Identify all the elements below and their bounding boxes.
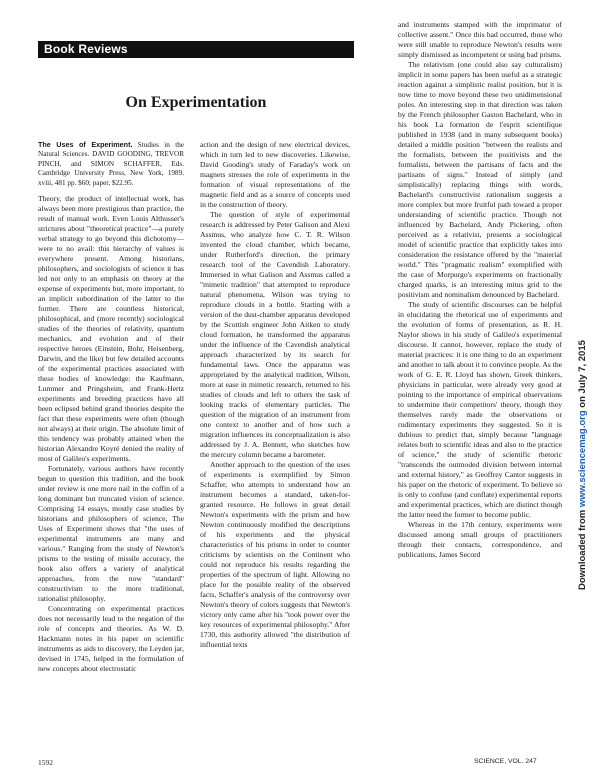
paragraph: Another approach to the question of the uses of experiments is exemplified by Simon Schaffer, who attempts to understand how an instrument becomes a standard, taken-for-granted resource. He follows in great detail Newton's experiments with the prism and how Newton continuously modified the descriptions of his experiments and the physical characteristics of his prisms in order to counter criticisms by scientists on the Continent who could not reproduce his results regarding the properties of the spectrum of light. Allowing no place for the possible reality of the observed facts, Schaffer's analysis of the controversy over Newton's theory of colors suggests that Newton's victory only came after his "took power over the key resources of experimental philosophy." After 1730, this authority allowed "the distribution of influential texts (200, 460, 350, 649)
download-suffix: on July 7, 2015 (577, 340, 588, 411)
download-prefix: Downloaded from (577, 507, 588, 590)
paragraph: Fortunately, various authors have recently begun to question this tradition, and the book under review is one more nail in the coffin of a long dominant but truncated vision of science. Comprising 14 essays, mostly case studies by historians and philosophers of science, The Uses of Experiment shows that "the uses of experimental instruments are many and various." Ranging from the study of Newton's prisms to the testing of missile accuracy, the book also offers a variety of analytical approaches, from the now "standard" constructivism to the more traditional, rationalist philosophy. (38, 464, 184, 604)
paragraph: The question of style of experimental research is addressed by Peter Galison and Alexi Assmus, who analyze how C. T. R. Wilson invented the cloud chamber, which became, under Rutherford's direction, the primary research tool of the Cavendish Laboratory. Immersed in what Galison and Assmus called a "mimetic tradition" that attempted to reproduce natural phenomena, Wilson was trying to reproduce clouds in a bottle. Starting with a version of the dust-chamber apparatus developed by the Scottish engineer John Aitken to study cloud formation, he transformed the apparatus under the influence of the Cavendish analytical approach characterized by its search for fundamental laws. Once the apparatus was appropriated by the analytical tradition, Wilson, more at ease in mimetic research, returned to his studies of clouds and left to others the task of looking tracks of elementary particles. The question of the migration of an instrument from one context to another and of how such a migration influences its conceptualization is also addressed by J. A. Bennett, who sketches how the mercury column became a barometer. (200, 210, 350, 459)
column-3 (398, 20, 562, 748)
book-citation (38, 140, 184, 188)
page-number: 1592 (38, 758, 53, 767)
paragraph: Concentrating on experimental practices does not necessarily lead to the negation of the role of concepts and theories. As W. D. Hackmann notes in his paper on scientific instruments as aids to discovery, the Leyden jar, devised in 1745, helped in the formulation of new concepts about electrostatic (38, 604, 184, 674)
journal-volume: SCIENCE, VOL. 247 (474, 758, 537, 765)
paragraph: The relativism (one could also say culturalism) implicit in some papers has been useful as a strategic reaction against a simplistic realist position, but it is now time to move beyond these two unidimensional poles. An interesting step in that direction was taken by the French philosopher Gaston Bachelard, who in his book La formation de l'esprit scientifique published in 1938 (and in many subsequent books) detailed a middle position "between the realists and the formalists, between the positivists and the formalists, between the partisans of facts and the partisans of signs." Instead of simply (and simplistically) replacing things with words, Bachelard's constructivist rationalism suggests a more complex but more fruitful path toward a proper understanding of scientific practice. Though not influenced by Bachelard, Andy Pickering, often perceived as a relativist, presents a sociological model of scientific practice that explicitly takes into consideration the resistance offered by the "material world." This "pragmatic realism" exemplified with the case of Morpurgo's experiments on fractionally charged quarks, is an interesting mitus grid to the positivism and nominalism denounced by Bachelard. (398, 60, 562, 299)
column-2 (200, 140, 350, 748)
paragraph: and instruments stamped with the imprimatur of collective assent." Once this had occurred, those who were still unable to reproduce Newton's results were simply dismissed as incompetent or using bad prisms. (398, 20, 562, 59)
paragraph: Theory, the product of intellectual work, has always been more prestigious than practice, the result of manual work. Even Louis Althusser's strictures about "theoretical practice"—a purely verbal strategy to go beyond this dichotomy—were to no avail: this hierarchy of values is everywhere present. Among historians, philosophers, and sociologists of science it has led not only to an emphasis on theory at the expense of experiments but, more important, to an implicit subordination of the latter to the former. There are countless historical, philosophical, and (more recently) sociological studies of the theories of relativity, quantum mechanics, and evolution and of their respective heroes (Einstein, Bohr, Heisenberg, Darwin, and the like) but few detailed accounts of the experimental practices associated with these bodies of knowledge: the Kaufmann, Lummer and Pringsheim, and Frank-Hertz experiments and breeding practices have all been eclipsed behind grand theories despite the fact that these experiments were often (though not always) at their origin. The absolute limit of this tendency was probably attained when the historian Alexandre Koyré denied the reality of most of Galileo's experiments. (38, 194, 184, 464)
book-title: The Uses of Experiment. (38, 140, 133, 149)
paragraph: action and the design of new electrical devices, which in turn led to new discoveries. Likewise, David Gooding's study of Faraday's work on magnets stresses the role of experiments in the formation of visual representations of the magnetic field and as a source of concepts used in the construction of theory. (200, 140, 350, 209)
paragraph: Whereas in the 17th century, experiments were discussed among small groups of practitioners through their contacts, correspondence, and publications, James Secord (398, 520, 562, 559)
paragraph: The study of scientific discourses can be helpful in elucidating the rhetorical use of experiments and the evolution of forms of presentation, as R. H. Naylor shows in his study of Galileo's experimental discourse. It cannot, however, replace the study of material practices: it is one thing to do an experiment and another to talk about it to convince people. As the work of G. E. R. Lloyd has shown, Greek thinkers, physicians in particular, were already very good at pointing to the importance of empirical observations to undermine their competitors' theory, though they themselves rarely made the observations or rudimentary experiments they suggested. So it is dubious to predict that, simply because "language relates both to scientific ideas and also to the practice of science," the study of scientific rhetoric "transcends the outmoded division between internal and external history," as Geoffrey Cantor suggests in his paper on the rhetoric of experiment. To believe so is only to confuse (and conflate) experimental reports and experimental practices, which are distinct though the latter need the former to become public. (398, 300, 562, 519)
download-watermark (577, 340, 588, 590)
section-banner: Book Reviews (38, 41, 354, 58)
book-details: Studies in the Natural Sciences. DAVID GOODING, TREVOR PINCH, and SIMON SCHAFFER, Eds. Cambridge University Press, New York, 1989. xviii, 481 pp. $60; paper, $22.95. (38, 141, 184, 187)
download-link[interactable]: www.sciencemag.org (577, 410, 588, 508)
article-title: On Experimentation (125, 94, 267, 111)
column-1 (38, 140, 184, 748)
